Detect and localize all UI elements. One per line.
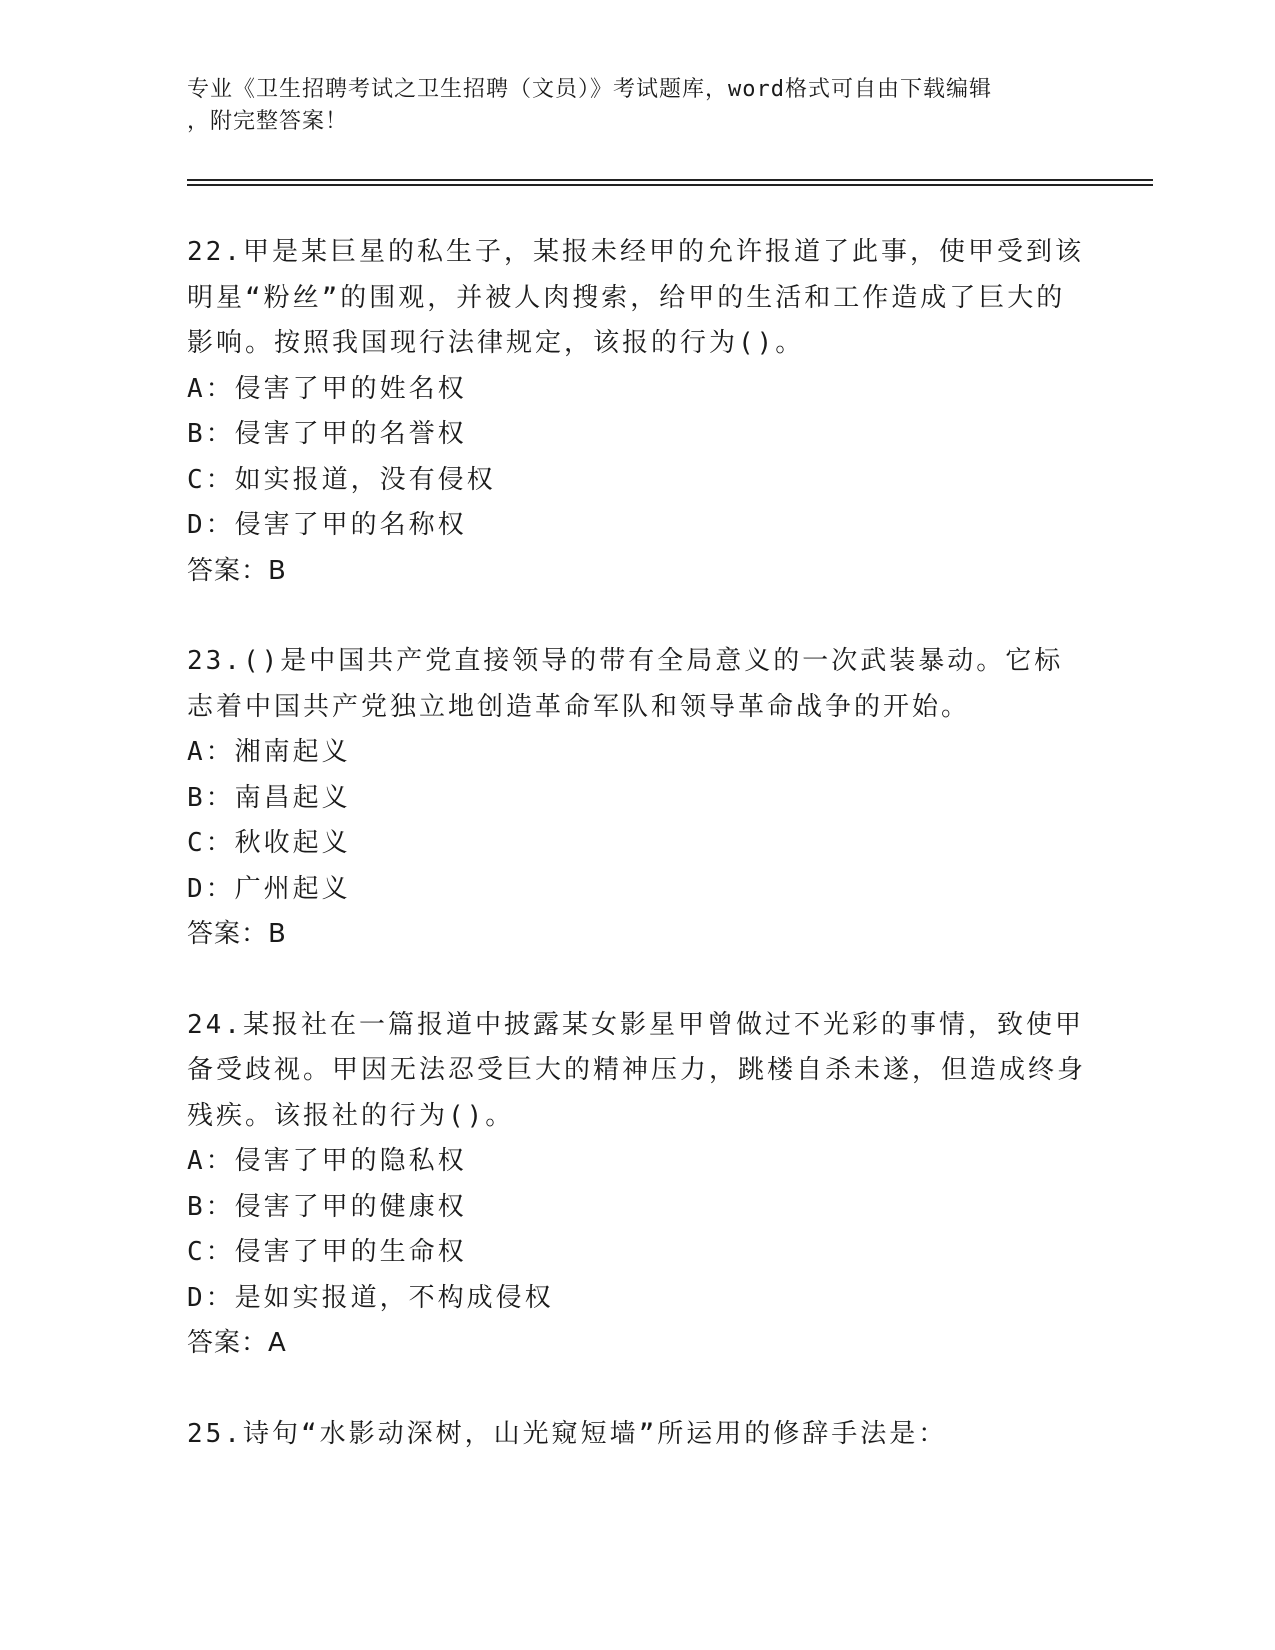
option-a: A：湘南起义 xyxy=(187,737,351,767)
option-d: D：广州起义 xyxy=(187,873,351,904)
answer: 答案：B xyxy=(187,555,287,586)
option-a: A：侵害了甲的姓名权 xyxy=(187,373,467,404)
question-list xyxy=(187,230,1087,1457)
answer: 答案：B xyxy=(187,919,287,949)
option-d: D：是如实报道，不构成侵权 xyxy=(187,1282,554,1313)
document-header xyxy=(187,74,1077,138)
question-23 xyxy=(187,639,1087,958)
option-c: C：秋收起义 xyxy=(187,828,351,858)
option-c: C：侵害了甲的生命权 xyxy=(187,1237,467,1267)
question-stem: 23.()是中国共产党直接领导的带有全局意义的一次武装暴动。它标志着中国共产党独立地创造革命军队和领导革命战争的开始。 xyxy=(187,646,1064,722)
option-b: B：侵害了甲的名誉权 xyxy=(187,419,467,449)
question-25 xyxy=(187,1412,1087,1458)
header-line-1: 专业《卫生招聘考试之卫生招聘（文员）》考试题库，word格式可自由下载编辑 xyxy=(187,77,992,102)
header-rule-bottom xyxy=(187,184,1153,186)
question-stem: 24.某报社在一篇报道中披露某女影星甲曾做过不光彩的事情，致使甲备受歧视。甲因无法忍受巨大的精神压力，跳楼自杀未遂，但造成终身残疾。该报社的行为()。 xyxy=(187,1009,1087,1131)
question-22 xyxy=(187,230,1087,594)
question-stem: 22.甲是某巨星的私生子，某报未经甲的允许报道了此事，使甲受到该明星“粉丝”的围观，并被人肉搜索，给甲的生活和工作造成了巨大的影响。按照我国现行法律规定，该报的行为()。 xyxy=(187,237,1084,358)
option-c: C：如实报道，没有侵权 xyxy=(187,464,496,495)
header-rule-top xyxy=(187,179,1153,181)
header-line-2: ，附完整答案！ xyxy=(187,109,349,134)
option-b: B：南昌起义 xyxy=(187,782,351,813)
answer: 答案：A xyxy=(187,1328,287,1358)
option-a: A：侵害了甲的隐私权 xyxy=(187,1146,467,1176)
question-24 xyxy=(187,1003,1087,1367)
option-d: D：侵害了甲的名称权 xyxy=(187,510,467,540)
option-b: B：侵害了甲的健康权 xyxy=(187,1191,467,1222)
question-stem: 25.诗句“水影动深树，山光窥短墙”所运用的修辞手法是： xyxy=(187,1418,948,1449)
